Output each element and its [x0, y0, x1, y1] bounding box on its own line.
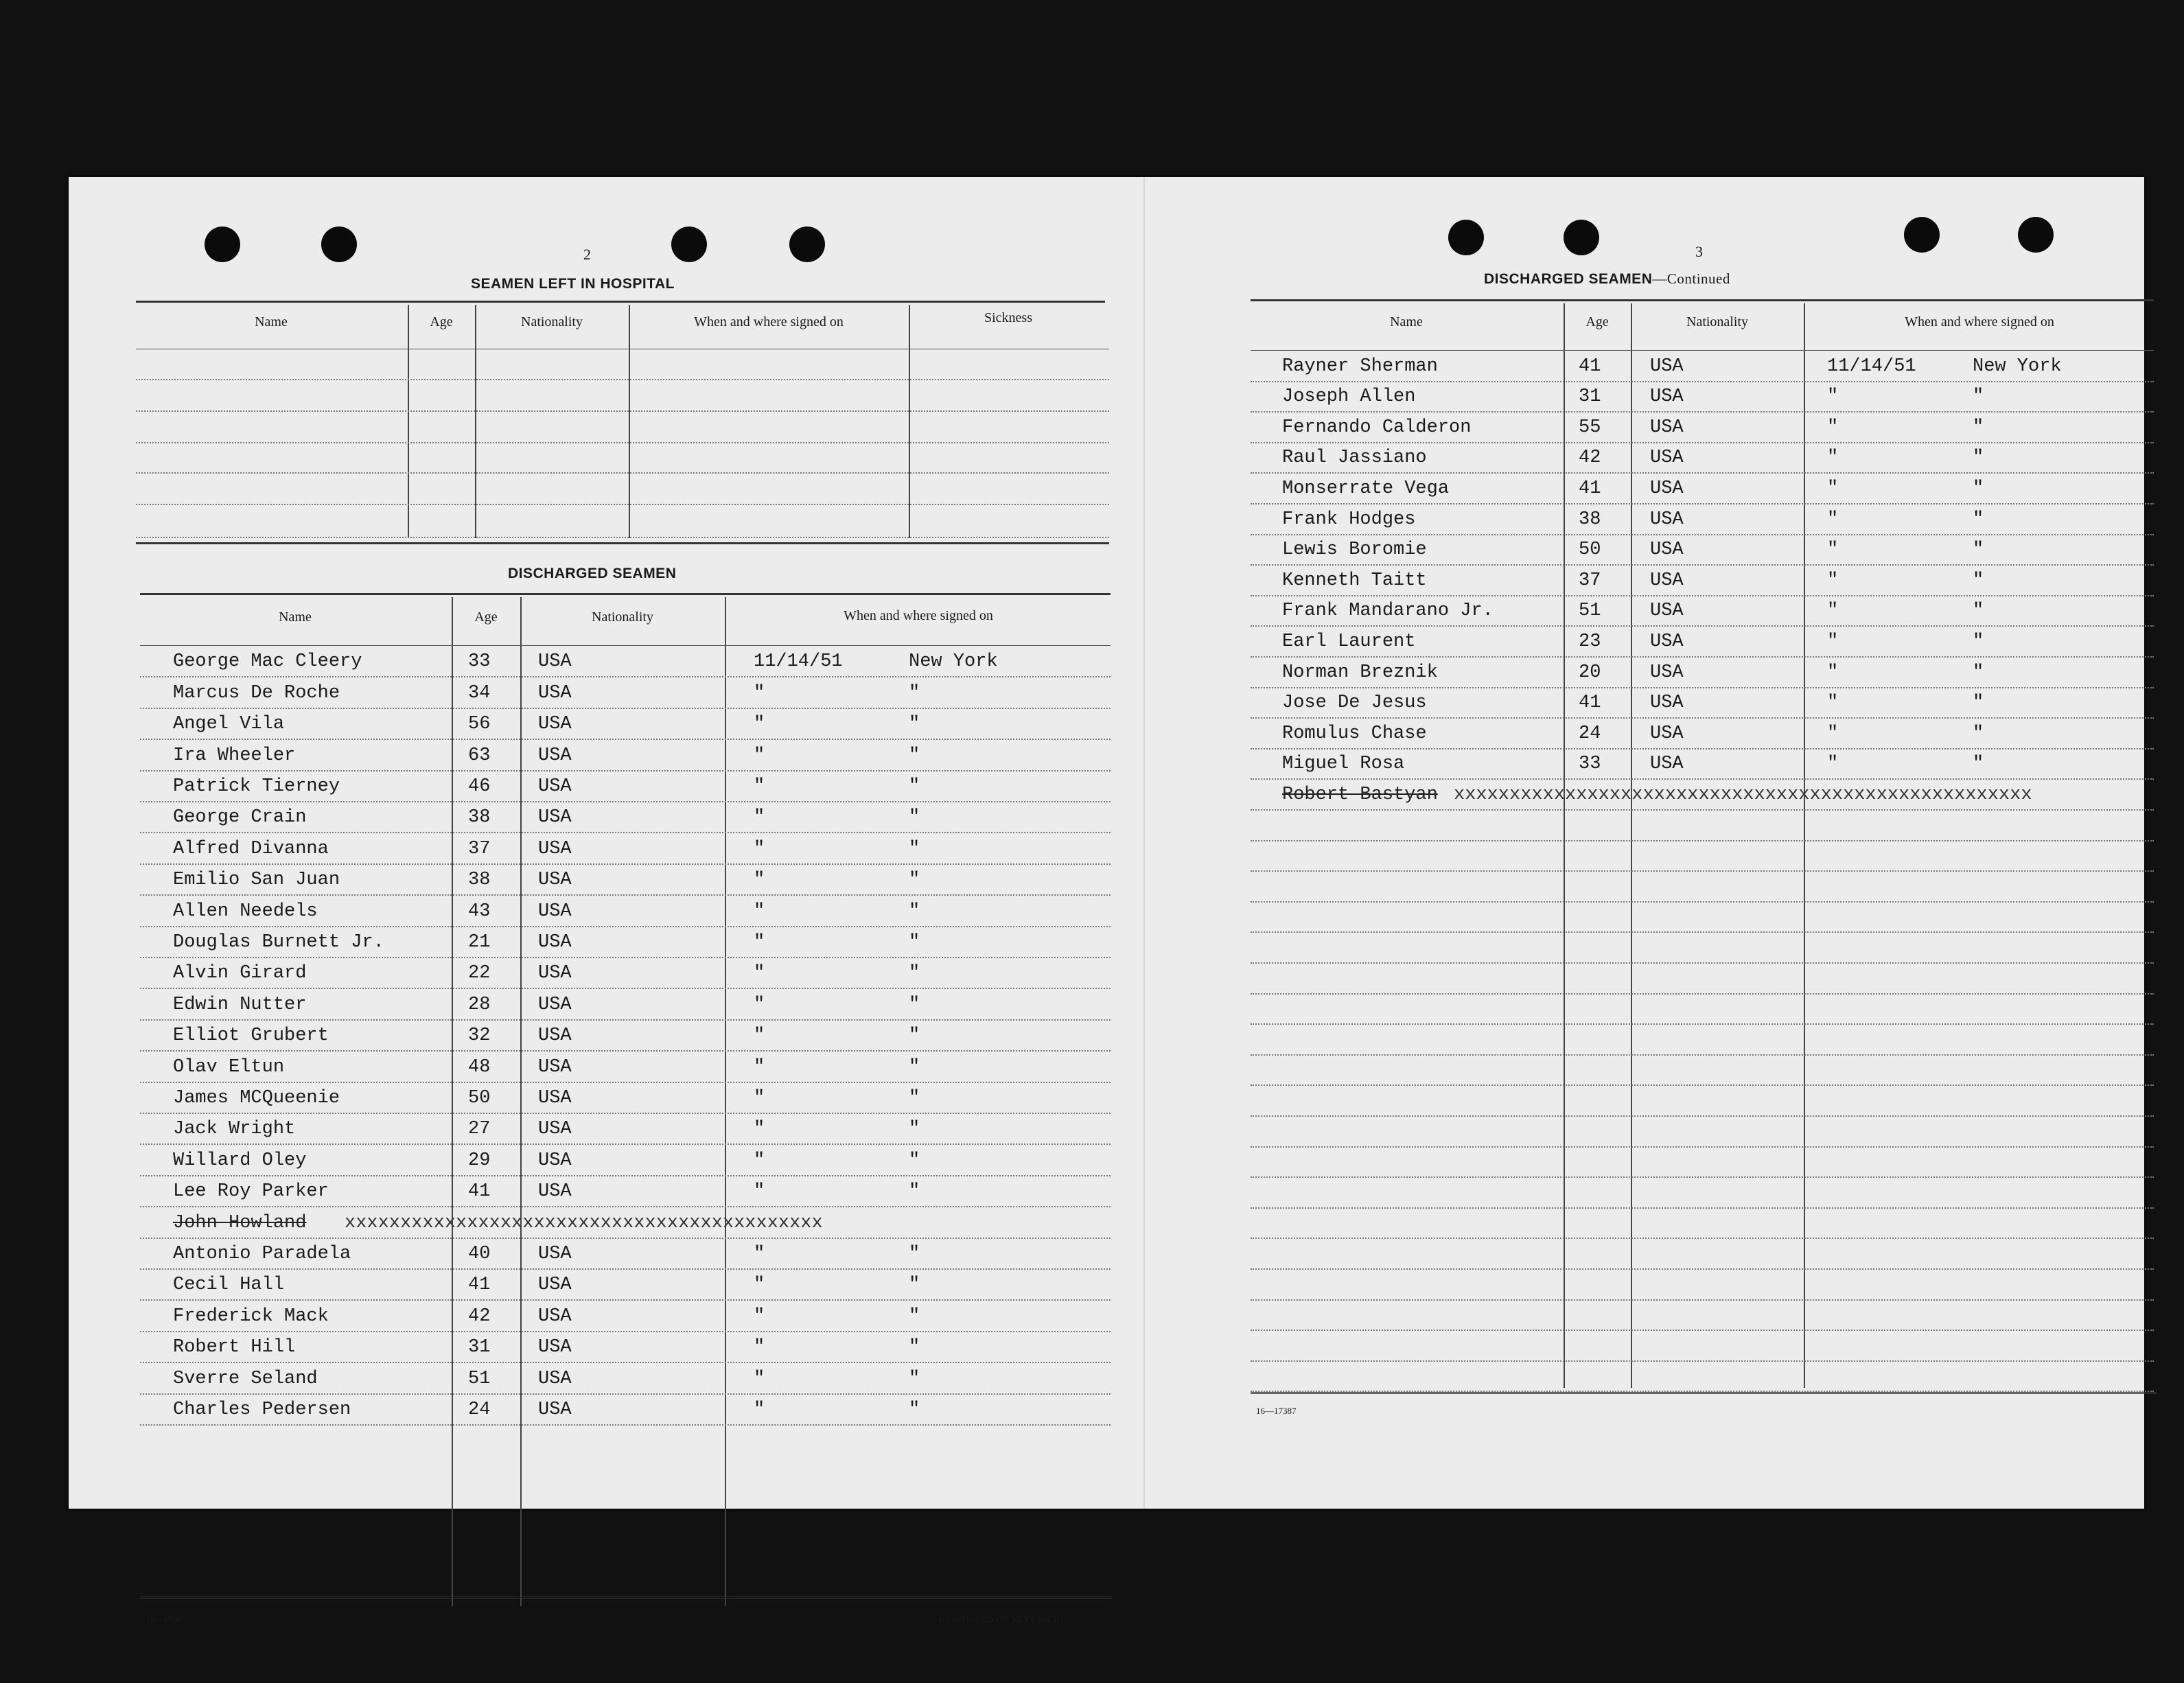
- signed-on-place: ": [909, 714, 920, 735]
- empty-row: [1251, 1238, 2154, 1270]
- seaman-name: Cecil Hall: [173, 1275, 285, 1296]
- seaman-nationality: USA: [538, 714, 572, 735]
- strike-marks: xxxxxxxxxxxxxxxxxxxxxxxxxxxxxxxxxxxxxxxxxxx: [345, 1212, 823, 1233]
- seaman-age: 37: [1579, 570, 1601, 591]
- signed-on-place: ": [909, 870, 920, 891]
- signed-on-date: ": [754, 807, 765, 828]
- seaman-name: George Mac Cleery: [173, 651, 362, 673]
- signed-on-date: ": [1827, 417, 1839, 438]
- seaman-nationality: USA: [538, 1243, 572, 1264]
- empty-row: [1251, 931, 2154, 964]
- signed-on-date: ": [754, 901, 765, 922]
- seaman-name: Miguel Rosa: [1282, 754, 1405, 775]
- seaman-age: 42: [1579, 448, 1601, 469]
- signed-on-place: ": [909, 1275, 920, 1296]
- signed-on-place: ": [909, 901, 920, 922]
- table-row: [140, 1175, 1111, 1207]
- table-row: [140, 1113, 1111, 1145]
- seaman-age: 41: [468, 1275, 491, 1296]
- seaman-name: Alvin Girard: [173, 963, 307, 984]
- seaman-age: 51: [1579, 601, 1601, 622]
- signed-on-place: ": [909, 1368, 920, 1389]
- col-header-signed-on: When and where signed on: [694, 314, 844, 329]
- table-row: [1251, 472, 2154, 504]
- table-row: [140, 1082, 1111, 1114]
- col-header-sickness: Sickness: [984, 310, 1032, 325]
- empty-row: [1251, 1115, 2154, 1148]
- seaman-age: 50: [468, 1087, 491, 1109]
- table-row: [140, 739, 1111, 771]
- signed-on-place: ": [909, 1119, 920, 1140]
- seaman-nationality: USA: [1650, 631, 1684, 652]
- seaman-name: Allen Needels: [173, 901, 318, 922]
- seaman-age: 46: [468, 776, 491, 797]
- signed-on-date: ": [754, 838, 765, 859]
- signed-on-date: ": [754, 1275, 765, 1296]
- empty-row: [1251, 1176, 2154, 1209]
- table-row: [136, 504, 1109, 538]
- seaman-name: Norman Breznik: [1282, 662, 1438, 683]
- seaman-nationality: USA: [1650, 509, 1684, 530]
- seaman-age: 63: [468, 745, 491, 766]
- seaman-nationality: USA: [538, 1119, 572, 1140]
- signed-on-place: ": [909, 745, 920, 766]
- col-header-signed-on: When and where signed on: [1905, 314, 2054, 329]
- seaman-nationality: USA: [1650, 723, 1684, 744]
- seaman-name: Raul Jassiano: [1282, 448, 1427, 469]
- seaman-name: James MCQueenie: [173, 1087, 340, 1109]
- signed-on-place: ": [1973, 662, 1984, 683]
- signed-on-date: ": [754, 1399, 765, 1420]
- signed-on-place: ": [909, 838, 920, 859]
- seaman-name: Olav Eltun: [173, 1056, 285, 1078]
- table-row: [140, 1393, 1111, 1426]
- signed-on-date: ": [1827, 662, 1839, 683]
- title-rule: [1251, 299, 2154, 301]
- signed-on-place: ": [909, 807, 920, 828]
- discharged-table: [140, 597, 1111, 1607]
- signed-on-date: ": [754, 1150, 765, 1171]
- seaman-nationality: USA: [538, 931, 572, 953]
- seaman-name: Robert Hill: [173, 1337, 296, 1358]
- seaman-name: Monserrate Vega: [1282, 478, 1450, 499]
- seaman-nationality: USA: [1650, 356, 1684, 377]
- signed-on-date: ": [754, 963, 765, 984]
- seaman-nationality: USA: [538, 1087, 572, 1109]
- seaman-age: 31: [468, 1337, 491, 1358]
- signed-on-date: ": [1827, 448, 1839, 469]
- signed-on-date: 11/14/51: [754, 651, 843, 673]
- seaman-name: Charles Pedersen: [173, 1399, 351, 1420]
- seaman-nationality: USA: [1650, 417, 1684, 438]
- seaman-nationality: USA: [538, 1305, 572, 1327]
- signed-on-place: New York: [1973, 356, 2062, 377]
- signed-on-place: ": [909, 1305, 920, 1327]
- seaman-nationality: USA: [538, 651, 572, 673]
- section-rule: [136, 542, 1109, 544]
- seaman-nationality: USA: [538, 682, 572, 704]
- signed-on-place: ": [909, 1025, 920, 1047]
- seaman-age: 50: [1579, 539, 1601, 561]
- seaman-nationality: USA: [1650, 754, 1684, 775]
- discharged-title: DISCHARGED SEAMEN: [508, 566, 677, 581]
- table-row: [136, 349, 1109, 380]
- seaman-nationality: USA: [1650, 448, 1684, 469]
- signed-on-date: ": [754, 682, 765, 704]
- col-header-name: Name: [255, 314, 288, 329]
- table-row: [140, 770, 1111, 802]
- seaman-name: Jose De Jesus: [1282, 693, 1427, 714]
- table-row: [136, 472, 1109, 505]
- seaman-name: Elliot Grubert: [173, 1025, 329, 1047]
- signed-on-date: ": [1827, 601, 1839, 622]
- seaman-nationality: USA: [1650, 478, 1684, 499]
- seaman-age: 21: [468, 931, 491, 953]
- seaman-age: 24: [468, 1399, 491, 1420]
- col-header-name: Name: [279, 610, 312, 625]
- seaman-name: Jack Wright: [173, 1119, 296, 1140]
- seaman-nationality: USA: [538, 807, 572, 828]
- col-header-age: Age: [1585, 314, 1609, 329]
- table-row: [1251, 656, 2154, 688]
- empty-row: [1251, 1054, 2154, 1087]
- seaman-name: Earl Laurent: [1282, 631, 1416, 652]
- signed-on-date: ": [1827, 509, 1839, 530]
- seaman-name: Romulus Chase: [1282, 723, 1427, 744]
- signed-on-date: ": [754, 870, 765, 891]
- signed-on-place: ": [1973, 693, 1984, 714]
- seaman-name: Lewis Boromie: [1282, 539, 1427, 561]
- seaman-age: 37: [468, 838, 491, 859]
- seaman-nationality: USA: [538, 1399, 572, 1420]
- signed-on-date: ": [1827, 570, 1839, 591]
- signed-on-place: ": [1973, 509, 1984, 530]
- signed-on-place: ": [909, 1399, 920, 1420]
- empty-row: [1251, 1084, 2154, 1117]
- table-row: [140, 957, 1111, 989]
- empty-row: [1251, 809, 2154, 842]
- hospital-table: [136, 305, 1109, 538]
- discharged-table-continued: [1251, 303, 2154, 1548]
- seaman-age: 38: [468, 870, 491, 891]
- signed-on-place: ": [1973, 601, 1984, 622]
- signed-on-place: ": [1973, 478, 1984, 499]
- table-row: [1251, 687, 2154, 719]
- seaman-age: 24: [1579, 723, 1601, 744]
- seaman-age: 31: [1579, 386, 1601, 408]
- signed-on-place: ": [1973, 723, 1984, 744]
- signed-on-date: ": [1827, 754, 1839, 775]
- seaman-age: 22: [468, 963, 491, 984]
- seaman-name: Willard Oley: [173, 1150, 307, 1171]
- table-row: [1251, 442, 2154, 474]
- table-row: [140, 708, 1111, 740]
- seaman-nationality: USA: [538, 901, 572, 922]
- seaman-name: Emilio San Juan: [173, 870, 340, 891]
- table-row: [136, 442, 1109, 474]
- table-row: [140, 988, 1111, 1020]
- table-row: [140, 1144, 1111, 1176]
- seaman-age: 41: [1579, 356, 1601, 377]
- signed-on-date: ": [1827, 631, 1839, 652]
- title-rule: [140, 593, 1111, 595]
- signed-on-place: ": [1973, 448, 1984, 469]
- table-row: [140, 926, 1111, 958]
- table-row: [140, 1019, 1111, 1052]
- seaman-nationality: USA: [1650, 570, 1684, 591]
- table-row: [1251, 595, 2154, 627]
- seaman-name: Frank Mandarano Jr.: [1282, 601, 1494, 622]
- seaman-age: 42: [468, 1305, 491, 1327]
- signed-on-date: ": [754, 931, 765, 953]
- seaman-name: Lee Roy Parker: [173, 1181, 329, 1203]
- form-number: 16—17387: [1256, 1406, 1297, 1416]
- table-row: [1251, 534, 2154, 566]
- table-row: [140, 1238, 1111, 1270]
- title-continued: —Continued: [1652, 270, 1730, 287]
- seaman-name: Joseph Allen: [1282, 386, 1416, 408]
- seaman-age: 56: [468, 714, 491, 735]
- table-row: [1251, 625, 2154, 658]
- seaman-age: 33: [468, 651, 491, 673]
- seaman-name: Ira Wheeler: [173, 745, 296, 766]
- seaman-age: 27: [468, 1119, 491, 1140]
- seaman-name: Douglas Burnett Jr.: [173, 931, 384, 953]
- col-header-name: Name: [1390, 314, 1423, 329]
- table-row: [140, 1362, 1111, 1394]
- table-row: [1251, 350, 2154, 382]
- seaman-nationality: USA: [538, 963, 572, 984]
- signed-on-place: ": [909, 931, 920, 953]
- signed-on-place: ": [909, 994, 920, 1015]
- signed-on-date: ": [754, 745, 765, 766]
- seaman-age: 38: [1579, 509, 1601, 530]
- seaman-name: Frederick Mack: [173, 1305, 329, 1327]
- signed-on-date: ": [1827, 478, 1839, 499]
- seaman-age: 41: [468, 1181, 491, 1203]
- table-row: [140, 1299, 1111, 1332]
- page-number: 3: [1695, 243, 1703, 260]
- seaman-age: 34: [468, 682, 491, 704]
- table-row: [1251, 748, 2154, 780]
- table-row: [140, 645, 1111, 677]
- empty-row: [1251, 1299, 2154, 1332]
- seaman-age: 55: [1579, 417, 1601, 438]
- right-page: [1139, 177, 2144, 1509]
- empty-row: [1251, 1146, 2154, 1179]
- signed-on-place: ": [1973, 570, 1984, 591]
- signed-on-date: 11/14/51: [1827, 356, 1916, 377]
- seaman-age: 32: [468, 1025, 491, 1047]
- table-row: [1251, 411, 2154, 443]
- seaman-nationality: USA: [538, 776, 572, 797]
- table-row: [140, 676, 1111, 708]
- seaman-nationality: USA: [538, 1150, 572, 1171]
- seaman-name: Kenneth Taitt: [1282, 570, 1427, 591]
- signed-on-date: ": [754, 1056, 765, 1078]
- signed-on-date: ": [754, 1305, 765, 1327]
- discharged-continued-title: [1484, 270, 1730, 288]
- crossed-out-name: Robert Bastyan: [1282, 784, 1438, 805]
- table-bottom-rule: [1251, 1392, 2157, 1394]
- seaman-nationality: USA: [1650, 693, 1684, 714]
- seaman-age: 20: [1579, 662, 1601, 683]
- table-row: [136, 379, 1109, 412]
- seaman-name: George Crain: [173, 807, 307, 828]
- signed-on-date: ": [754, 994, 765, 1015]
- signed-on-place: ": [909, 776, 920, 797]
- signed-on-date: ": [754, 1087, 765, 1109]
- signed-on-date: ": [1827, 539, 1839, 561]
- left-page: [69, 177, 1139, 1625]
- seaman-nationality: USA: [538, 745, 572, 766]
- table-row: [140, 1268, 1111, 1301]
- table-row: [1251, 503, 2154, 535]
- signed-on-date: ": [754, 1025, 765, 1047]
- seaman-age: 40: [468, 1243, 491, 1264]
- empty-row: [1251, 901, 2154, 933]
- seaman-nationality: USA: [1650, 601, 1684, 622]
- form-number: 16—17387: [146, 1614, 186, 1625]
- seaman-nationality: USA: [1650, 539, 1684, 561]
- seaman-nationality: USA: [538, 1056, 572, 1078]
- signed-on-date: ": [754, 1119, 765, 1140]
- empty-row: [1251, 1330, 2154, 1362]
- seaman-nationality: USA: [538, 1181, 572, 1203]
- seaman-age: 41: [1579, 693, 1601, 714]
- empty-row: [1251, 1268, 2154, 1301]
- seaman-nationality: USA: [1650, 662, 1684, 683]
- register-sheet: [69, 177, 2144, 1625]
- crossed-out-name: John Howland: [173, 1212, 307, 1233]
- table-row: [140, 1206, 1111, 1238]
- seaman-age: 33: [1579, 754, 1601, 775]
- signed-on-place: ": [909, 1087, 920, 1109]
- table-row: [136, 410, 1109, 443]
- empty-row: [1251, 1023, 2154, 1056]
- col-header-nationality: Nationality: [521, 314, 583, 329]
- table-row: [140, 1050, 1111, 1082]
- empty-row: [1251, 1360, 2154, 1393]
- col-header-age: Age: [474, 610, 498, 625]
- signed-on-date: ": [1827, 386, 1839, 408]
- empty-row: [1251, 870, 2154, 903]
- seaman-name: Angel Vila: [173, 714, 285, 735]
- signed-on-date: ": [754, 714, 765, 735]
- title-rule: [136, 301, 1105, 303]
- title-text: DISCHARGED SEAMEN: [1484, 271, 1653, 287]
- empty-row: [1251, 993, 2154, 1025]
- seaman-name: Marcus De Roche: [173, 682, 340, 704]
- seaman-name: Frank Hodges: [1282, 509, 1416, 530]
- table-row: [140, 894, 1111, 927]
- signed-on-place: ": [1973, 539, 1984, 561]
- seaman-nationality: USA: [538, 1275, 572, 1296]
- table-row: [1251, 717, 2154, 750]
- seaman-age: 51: [468, 1368, 491, 1389]
- signed-on-place: ": [1973, 386, 1984, 408]
- signed-on-place: ": [909, 1243, 920, 1264]
- table-row: [1251, 778, 2154, 811]
- col-header-nationality: Nationality: [1686, 314, 1748, 329]
- continued-note: [CONTINUED ON NEXT PAGE]: [939, 1614, 1063, 1625]
- seaman-age: 43: [468, 901, 491, 922]
- signed-on-date: ": [754, 1181, 765, 1203]
- seaman-nationality: USA: [538, 870, 572, 891]
- seaman-age: 23: [1579, 631, 1601, 652]
- seaman-name: Fernando Calderon: [1282, 417, 1472, 438]
- seaman-age: 48: [468, 1056, 491, 1078]
- seaman-name: Antonio Paradela: [173, 1243, 351, 1264]
- col-header-signed-on: When and where signed on: [844, 608, 993, 623]
- signed-on-place: ": [909, 1181, 920, 1203]
- seaman-age: 29: [468, 1150, 491, 1171]
- strike-marks: xxxxxxxxxxxxxxxxxxxxxxxxxxxxxxxxxxxxxxxxxxxxxxxxxxxx: [1454, 784, 2032, 805]
- seaman-name: Sverre Seland: [173, 1368, 318, 1389]
- signed-on-date: ": [1827, 693, 1839, 714]
- empty-row: [1251, 962, 2154, 995]
- signed-on-date: ": [754, 1243, 765, 1264]
- table-row: [140, 832, 1111, 864]
- seaman-name: Alfred Divanna: [173, 838, 329, 859]
- col-header-age: Age: [430, 314, 453, 329]
- seaman-age: 41: [1579, 478, 1601, 499]
- seaman-nationality: USA: [538, 1337, 572, 1358]
- signed-on-date: ": [1827, 723, 1839, 744]
- signed-on-date: ": [754, 1368, 765, 1389]
- seaman-age: 28: [468, 994, 491, 1015]
- seaman-name: Rayner Sherman: [1282, 356, 1438, 377]
- empty-row: [1251, 840, 2154, 872]
- seaman-nationality: USA: [538, 1025, 572, 1047]
- signed-on-place: ": [1973, 417, 1984, 438]
- seaman-age: 38: [468, 807, 491, 828]
- signed-on-place: ": [909, 1150, 920, 1171]
- table-row: [140, 863, 1111, 896]
- signed-on-place: ": [909, 682, 920, 704]
- signed-on-date: ": [754, 776, 765, 797]
- seaman-nationality: USA: [538, 838, 572, 859]
- seaman-name: Patrick Tierney: [173, 776, 340, 797]
- seaman-nationality: USA: [1650, 386, 1684, 408]
- signed-on-place: ": [909, 1056, 920, 1078]
- seaman-nationality: USA: [538, 994, 572, 1015]
- table-row: [1251, 564, 2154, 596]
- signed-on-place: ": [909, 963, 920, 984]
- page-number: 2: [583, 246, 591, 263]
- col-header-nationality: Nationality: [592, 610, 653, 625]
- table-row: [140, 1331, 1111, 1363]
- signed-on-place: ": [909, 1337, 920, 1358]
- signed-on-date: ": [754, 1337, 765, 1358]
- seaman-name: Edwin Nutter: [173, 994, 307, 1015]
- signed-on-place: ": [1973, 754, 1984, 775]
- table-row: [1251, 381, 2154, 413]
- signed-on-place: ": [1973, 631, 1984, 652]
- table-bottom-rule: [140, 1597, 1112, 1599]
- seaman-nationality: USA: [538, 1368, 572, 1389]
- signed-on-place: New York: [909, 651, 998, 673]
- table-row: [140, 801, 1111, 833]
- empty-row: [1251, 1207, 2154, 1240]
- hospital-title: SEAMEN LEFT IN HOSPITAL: [471, 276, 675, 292]
